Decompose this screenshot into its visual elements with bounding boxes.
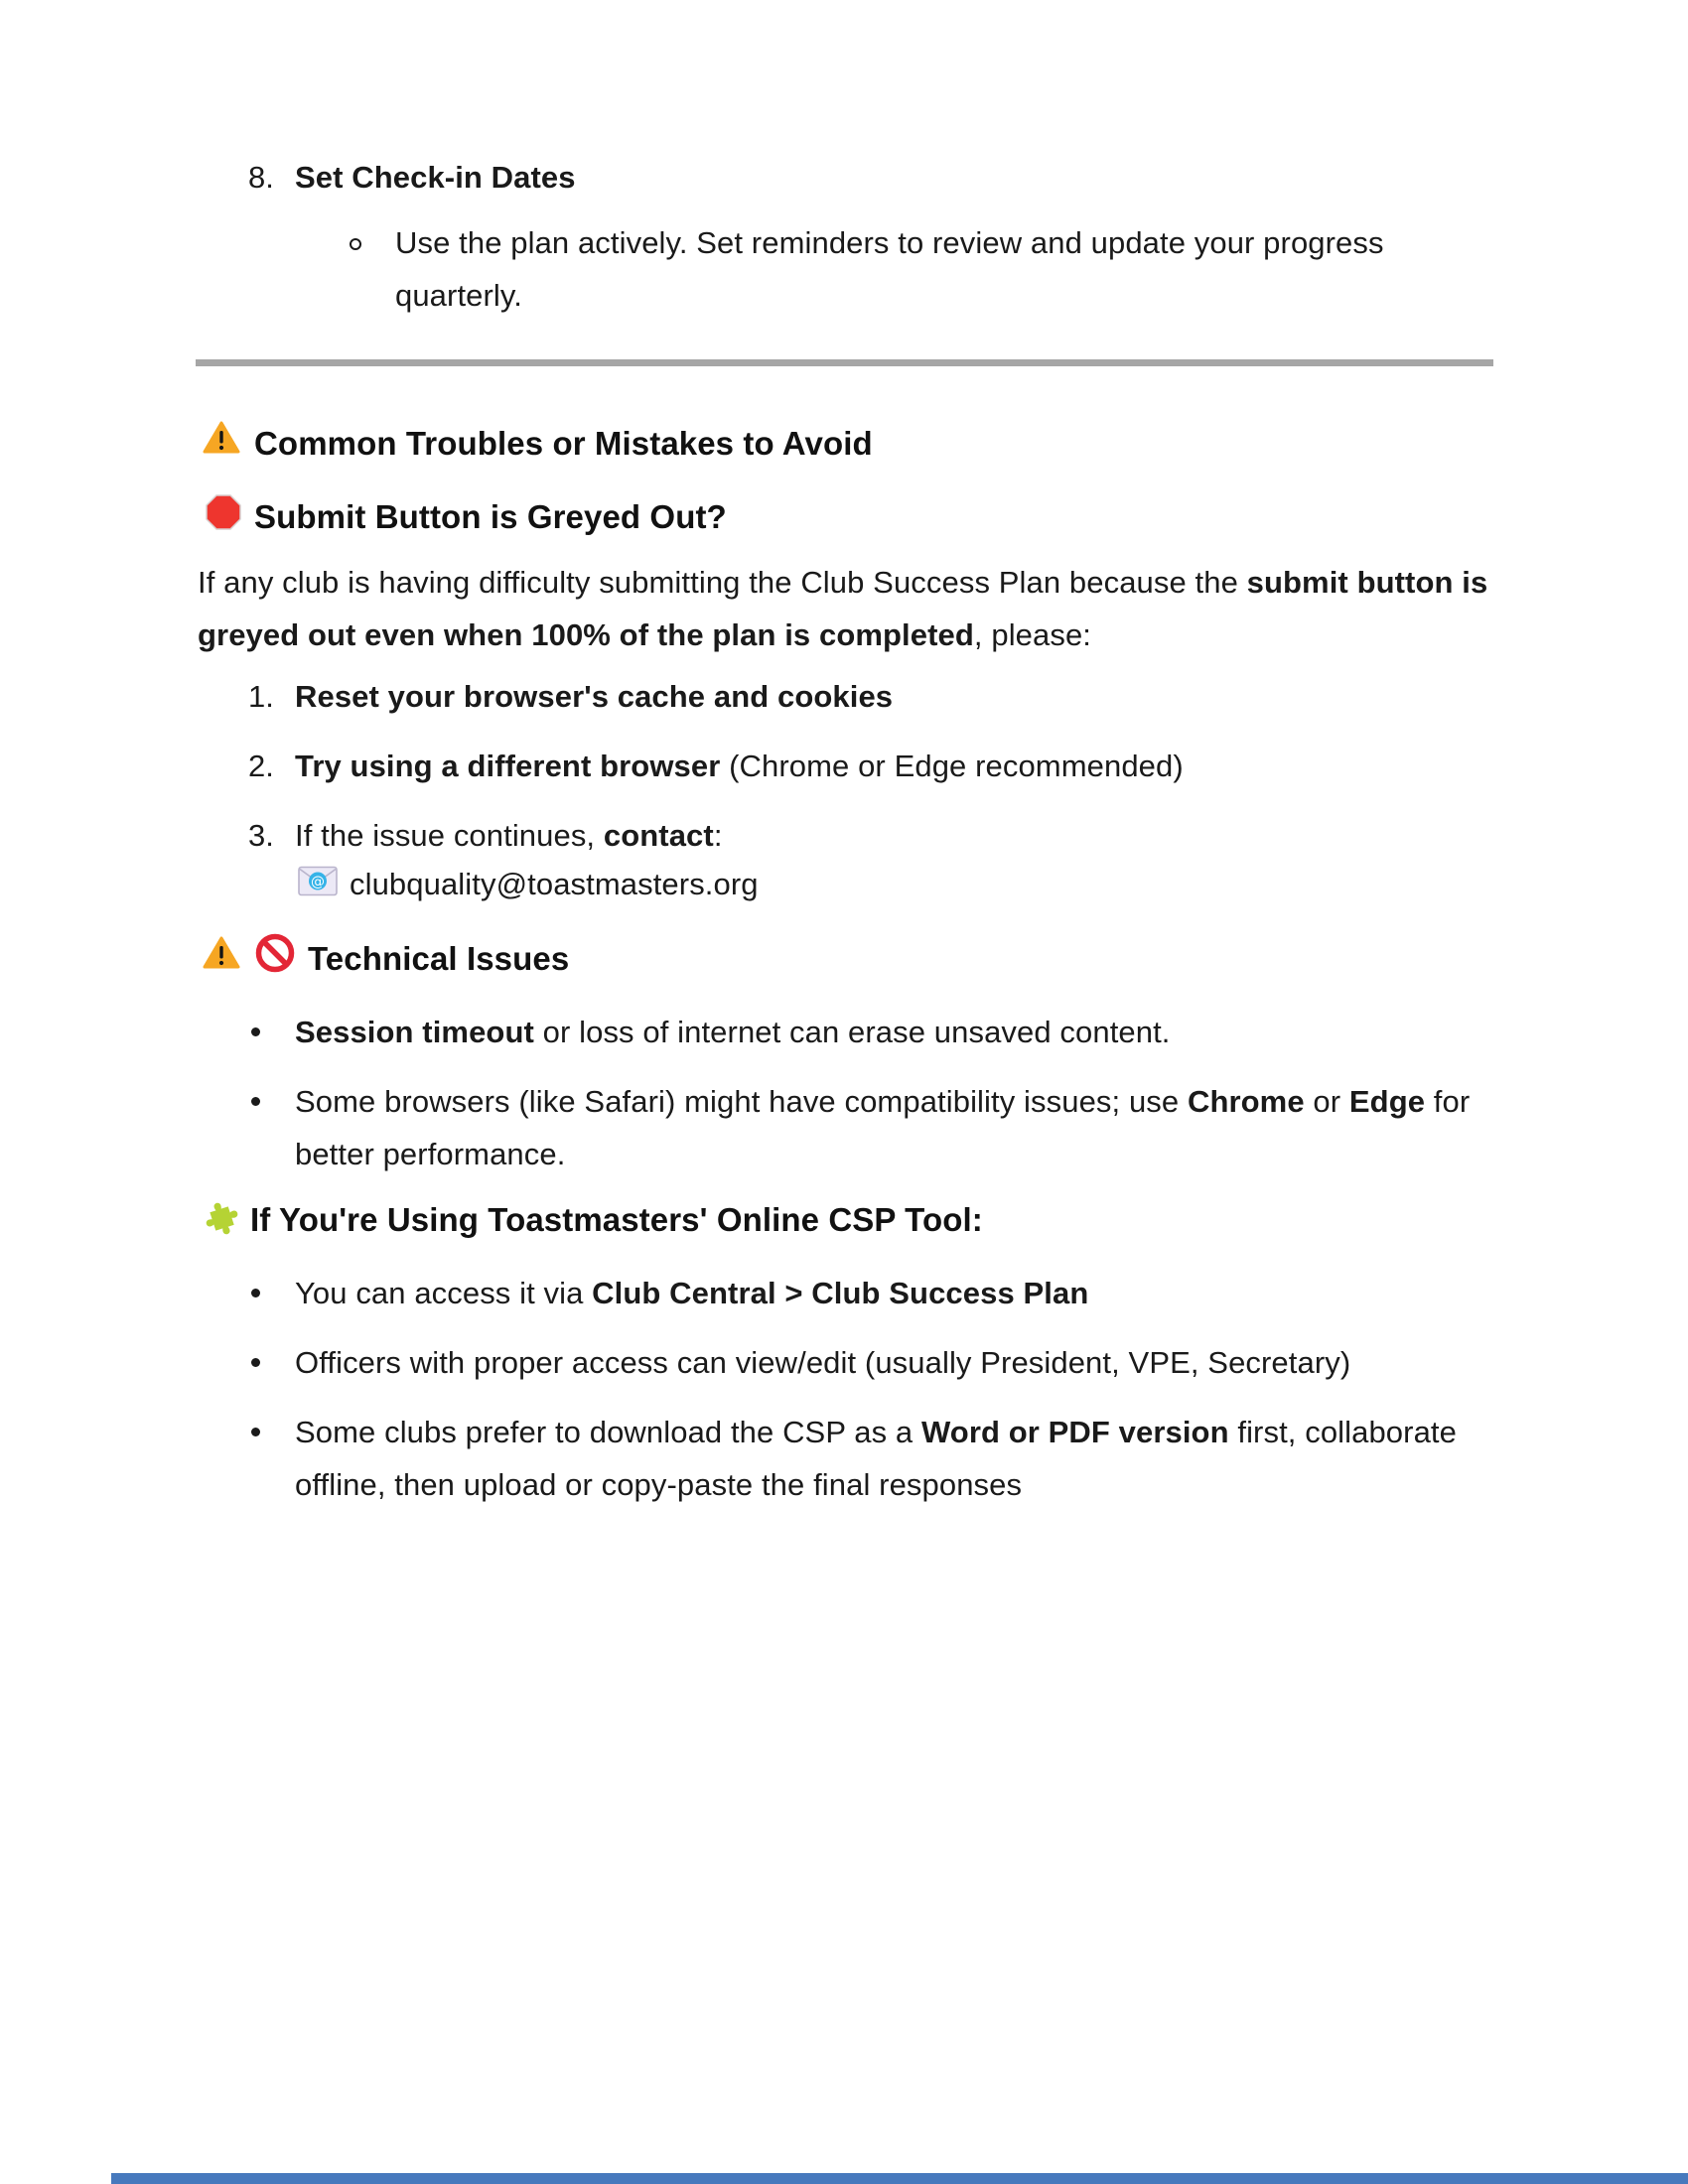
step-3-number: 3.: [248, 818, 274, 853]
bullet-marker: [251, 1428, 260, 1436]
list-number-8: 8.: [248, 160, 274, 195]
warning-icon-2: [203, 936, 240, 975]
puzzle-piece-icon: [200, 1191, 245, 1242]
bullet-marker: [251, 1289, 260, 1297]
csp-bullet-1: You can access it via Club Central > Club Success Plan: [295, 1276, 1089, 1310]
contact-email: clubquality@toastmasters.org: [350, 867, 759, 901]
bottom-blue-bar: [111, 2173, 1688, 2184]
warning-icon: [203, 421, 240, 460]
prohibited-icon: [255, 933, 295, 978]
technical-bullet-1: Session timeout or loss of internet can erase unsaved content.: [295, 1015, 1171, 1049]
step-3-text: If the issue continues, contact:: [295, 818, 723, 853]
technical-heading: Technical Issues: [308, 940, 570, 977]
csp-bullet-3: Some clubs prefer to download the CSP as a Word or PDF version first, collaborate offline, then upload or copy-paste the final responses: [295, 1415, 1457, 1502]
bullet-marker: [251, 1358, 260, 1367]
troubles-heading: Common Troubles or Mistakes to Avoid: [254, 425, 873, 462]
sub-bullet-marker: [350, 238, 361, 250]
csp-bullet-2: Officers with proper access can view/edit (usually President, VPE, Secretary): [295, 1345, 1351, 1380]
bullet-marker: [251, 1027, 260, 1036]
bullet-marker: [251, 1097, 260, 1106]
submit-issue-heading: Submit Button is Greyed Out?: [254, 498, 727, 535]
step-2-text: Try using a different browser (Chrome or Edge recommended): [295, 749, 1184, 783]
svg-text:@: @: [311, 874, 325, 890]
checkin-title: Set Check-in Dates: [295, 160, 576, 195]
step-2-number: 2.: [248, 749, 274, 783]
email-icon: [298, 866, 338, 901]
csp-tool-heading: If You're Using Toastmasters' Online CSP Tool:: [250, 1201, 983, 1238]
checkin-sub-bullet: Use the plan actively. Set reminders to review and update your progress quarterly.: [395, 225, 1384, 313]
section-divider: [196, 359, 1493, 366]
technical-bullet-2: Some browsers (like Safari) might have compatibility issues; use Chrome or Edge for better performance.: [295, 1084, 1471, 1171]
stop-octagon-icon: [205, 493, 242, 536]
submit-issue-intro: If any club is having difficulty submitting the Club Success Plan because the submit button is greyed out even when 100% of the plan is completed, please:: [198, 565, 1488, 652]
step-1-number: 1.: [248, 679, 274, 714]
step-1-text: Reset your browser's cache and cookies: [295, 679, 894, 714]
